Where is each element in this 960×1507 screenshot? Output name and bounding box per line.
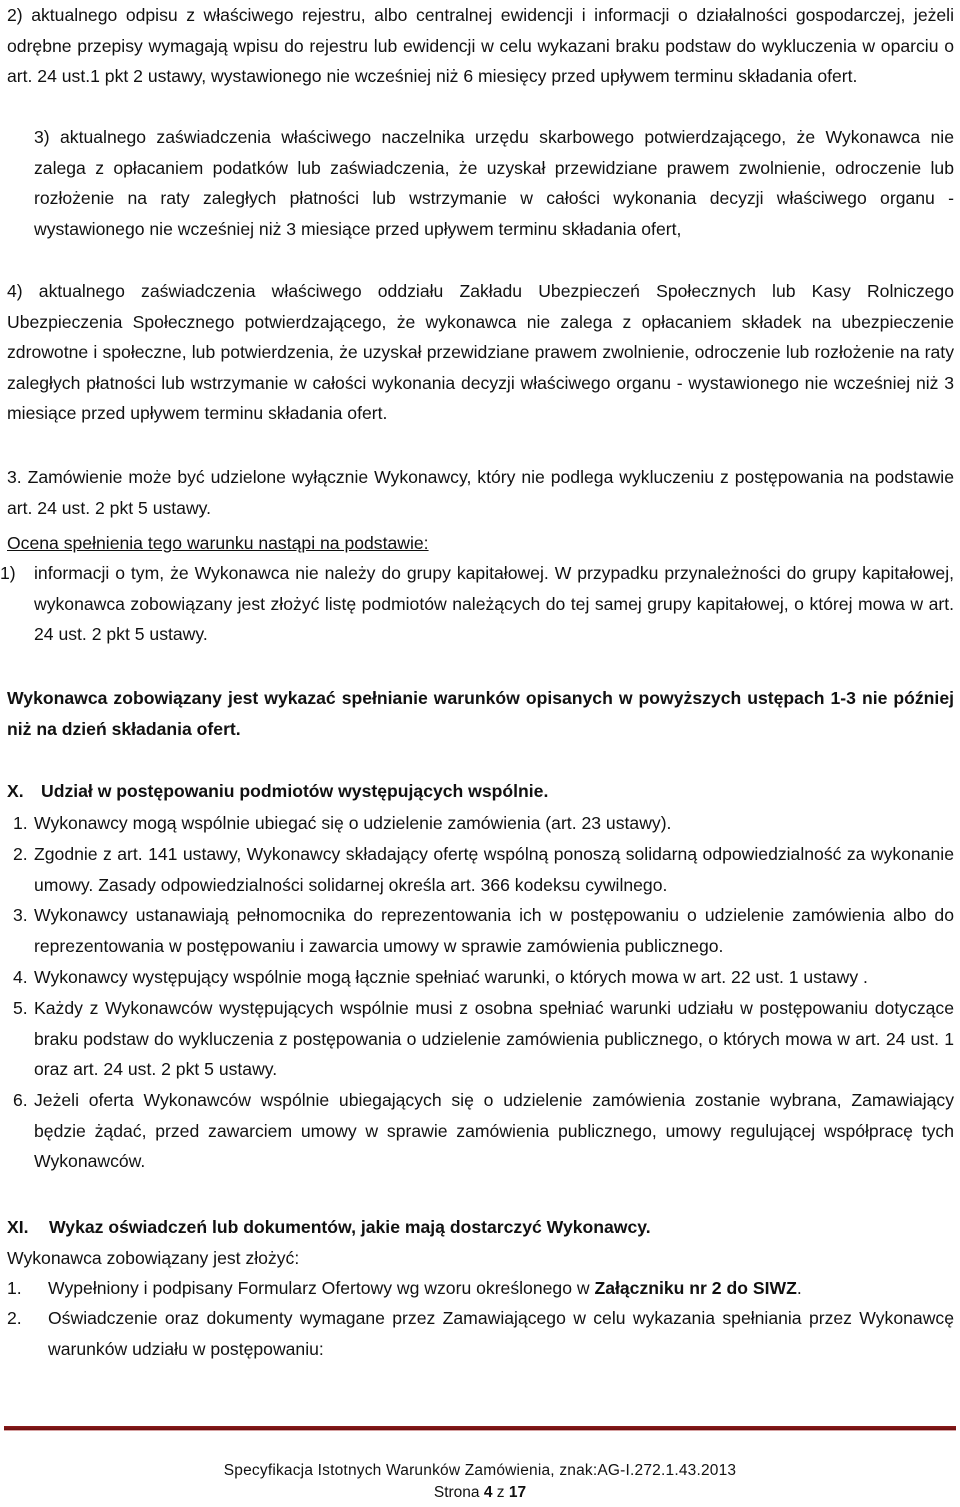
section-xi-number: XI. bbox=[7, 1217, 29, 1237]
section-xi-item-1-plain: Wypełniony i podpisany Formularz Ofertowy wg wzoru określonego w bbox=[48, 1278, 595, 1298]
paragraph-item-2: 2) aktualnego odpisu z właściwego rejestru, albo centralnej ewidencji i informacji o działalności gospodarczej, jeżeli odrębne przepisy wymagają wpisu do rejestru lub ewidencji w celu wykazani braku podstaw do wykluczenia w oparciu o art. 24 ust.1 pkt 2 ustawy, wystawionego nie wcześniej niż 6 miesięcy przed upływem terminu składania ofert. bbox=[7, 5, 954, 86]
section-x-item-text: Wykonawcy występujący wspólnie mogą łącznie spełniać warunki, o których mowa w art. 22 ust. 1 ustawy . bbox=[34, 967, 868, 987]
section-x-item-text: Każdy z Wykonawców występujących wspólnie musi z osobna spełniać warunki udziału w postępowaniu dotyczące braku podstaw do wykluczenia z postępowania o udzielenie zamówienia publicznego, o których mowa w art. 24 ust. 1 oraz art. 24 ust. 2 pkt 5 ustawy. bbox=[34, 998, 954, 1079]
assessment-item-number: 1) bbox=[0, 563, 16, 583]
assessment-item-text: informacji o tym, że Wykonawca nie należy do grupy kapitałowej. W przypadku przynależności do grupy kapitałowej, wykonawca zobowiązany jest złożyć listę podmiotów należących do tej samej grupy kapitałowej, o której mowa w art. 24 ust. 2 pkt 5 ustawy. bbox=[34, 563, 954, 644]
section-x-item-text: Jeżeli oferta Wykonawców wspólnie ubiegających się o udzielenie zamówienia zostanie wybrana, Zamawiający będzie żądać, przed zawarciem umowy w sprawie zamówienia publicznego, umowy regulującej współpracę tych Wykonawców. bbox=[34, 1090, 954, 1171]
footer-rule bbox=[4, 1426, 956, 1431]
section-xi-item-1 bbox=[7, 1273, 954, 1304]
section-x-item-text: Zgodnie z art. 141 ustawy, Wykonawcy składający ofertę wspólną ponoszą solidarną odpowiedzialność za wykonanie umowy. Zasady odpowiedzialności solidarnej określa art. 366 kodeksu cywilnego. bbox=[34, 844, 954, 895]
section-xi-item-2-number: 2. bbox=[7, 1308, 22, 1328]
section-x-heading bbox=[7, 776, 954, 807]
section-x-item-number: 3. bbox=[13, 905, 28, 925]
section-3-paragraph: 3. Zamówienie może być udzielone wyłącznie Wykonawcy, który nie podlega wykluczeniu z postępowania na podstawie art. 24 ust. 2 pkt 5 ustawy. bbox=[7, 467, 954, 518]
section-x-item-text: Wykonawcy mogą wspólnie ubiegać się o udzielenie zamówienia (art. 23 ustawy). bbox=[34, 813, 672, 833]
page-number bbox=[0, 1482, 960, 1504]
attachment-reference: Załączniku nr 2 do SIWZ bbox=[594, 1278, 797, 1298]
section-x-item-number: 1. bbox=[13, 813, 28, 833]
page-separator: z bbox=[496, 1484, 505, 1501]
assessment-heading: Ocena spełnienia tego warunku nastąpi na podstawie: bbox=[7, 533, 429, 553]
section-xi-item-2-text: Oświadczenie oraz dokumenty wymagane przez Zamawiającego w celu wykazania spełniania przez Wykonawcę warunków udziału w postępowaniu: bbox=[48, 1308, 954, 1359]
section-xi-item-1-number: 1. bbox=[7, 1278, 22, 1298]
page-word: Strona bbox=[433, 1484, 480, 1501]
section-x-item bbox=[13, 900, 954, 961]
section-xi-item-1-end: . bbox=[796, 1278, 802, 1298]
section-x-item-text: Wykonawcy ustanawiają pełnomocnika do reprezentowania ich w postępowaniu o udzielenie zamówienia albo do reprezentowania w postępowaniu i zawarcia umowy w sprawie zamówienia publicznego. bbox=[34, 905, 954, 956]
bold-requirement-note: Wykonawca zobowiązany jest wykazać spełnianie warunków opisanych w powyższych ustępach 1-3 nie później niż na dzień składania ofert. bbox=[7, 688, 954, 739]
section-x-item bbox=[13, 1085, 954, 1177]
section-x-item bbox=[13, 962, 954, 993]
section-xi-heading bbox=[7, 1212, 954, 1243]
section-x-item bbox=[13, 993, 954, 1085]
page-total: 17 bbox=[508, 1484, 527, 1501]
section-x-item-number: 2. bbox=[13, 844, 28, 864]
section-xi-intro: Wykonawca zobowiązany jest złożyć: bbox=[7, 1248, 300, 1268]
section-x-number: X. bbox=[7, 781, 24, 801]
section-x-item bbox=[13, 808, 954, 839]
section-xi-title: Wykaz oświadczeń lub dokumentów, jakie mają dostarczyć Wykonawcy. bbox=[49, 1217, 651, 1237]
section-x-item bbox=[13, 839, 954, 900]
section-x-item-number: 6. bbox=[13, 1090, 28, 1110]
section-xi-item-2 bbox=[7, 1303, 954, 1364]
paragraph-item-3: 3) aktualnego zaświadczenia właściwego naczelnika urzędu skarbowego potwierdzającego, że Wykonawca nie zalega z opłacaniem podatków lub zaświadczenia, że uzyskał przewidziane prawem zwolnienie, odroczenie lub rozłożenie na raty zaległych płatności lub wstrzymanie w całości wykonania decyzji właściwego organu - wystawionego nie wcześniej niż 3 miesiące przed upływem terminu składania ofert, bbox=[34, 127, 954, 239]
section-xi-item-1-text bbox=[48, 1273, 954, 1304]
footer-title: Specyfikacja Istotnych Warunków Zamówienia, znak:AG-I.272.1.43.2013 bbox=[223, 1462, 737, 1479]
paragraph-item-4: 4) aktualnego zaświadczenia właściwego oddziału Zakładu Ubezpieczeń Społecznych lub Kasy Rolniczego Ubezpieczenia Społecznego potwierdzającego, że wykonawca nie zalega z opłacaniem składek na ubezpieczenie zdrowotne i społeczne, lub potwierdzenia, że uzyskał przewidziane prawem zwolnienie, odroczenie lub rozłożenie na raty zaległych płatności lub wstrzymanie w całości wykonania decyzji właściwego organu - wystawionego nie wcześniej niż 3 miesiące przed upływem terminu składania ofert. bbox=[7, 281, 954, 423]
section-x-item-number: 5. bbox=[13, 998, 28, 1018]
page-current: 4 bbox=[483, 1484, 493, 1501]
section-x-title: Udział w postępowaniu podmiotów występujących wspólnie. bbox=[41, 781, 549, 801]
assessment-item bbox=[0, 558, 954, 650]
section-x-item-number: 4. bbox=[13, 967, 28, 987]
